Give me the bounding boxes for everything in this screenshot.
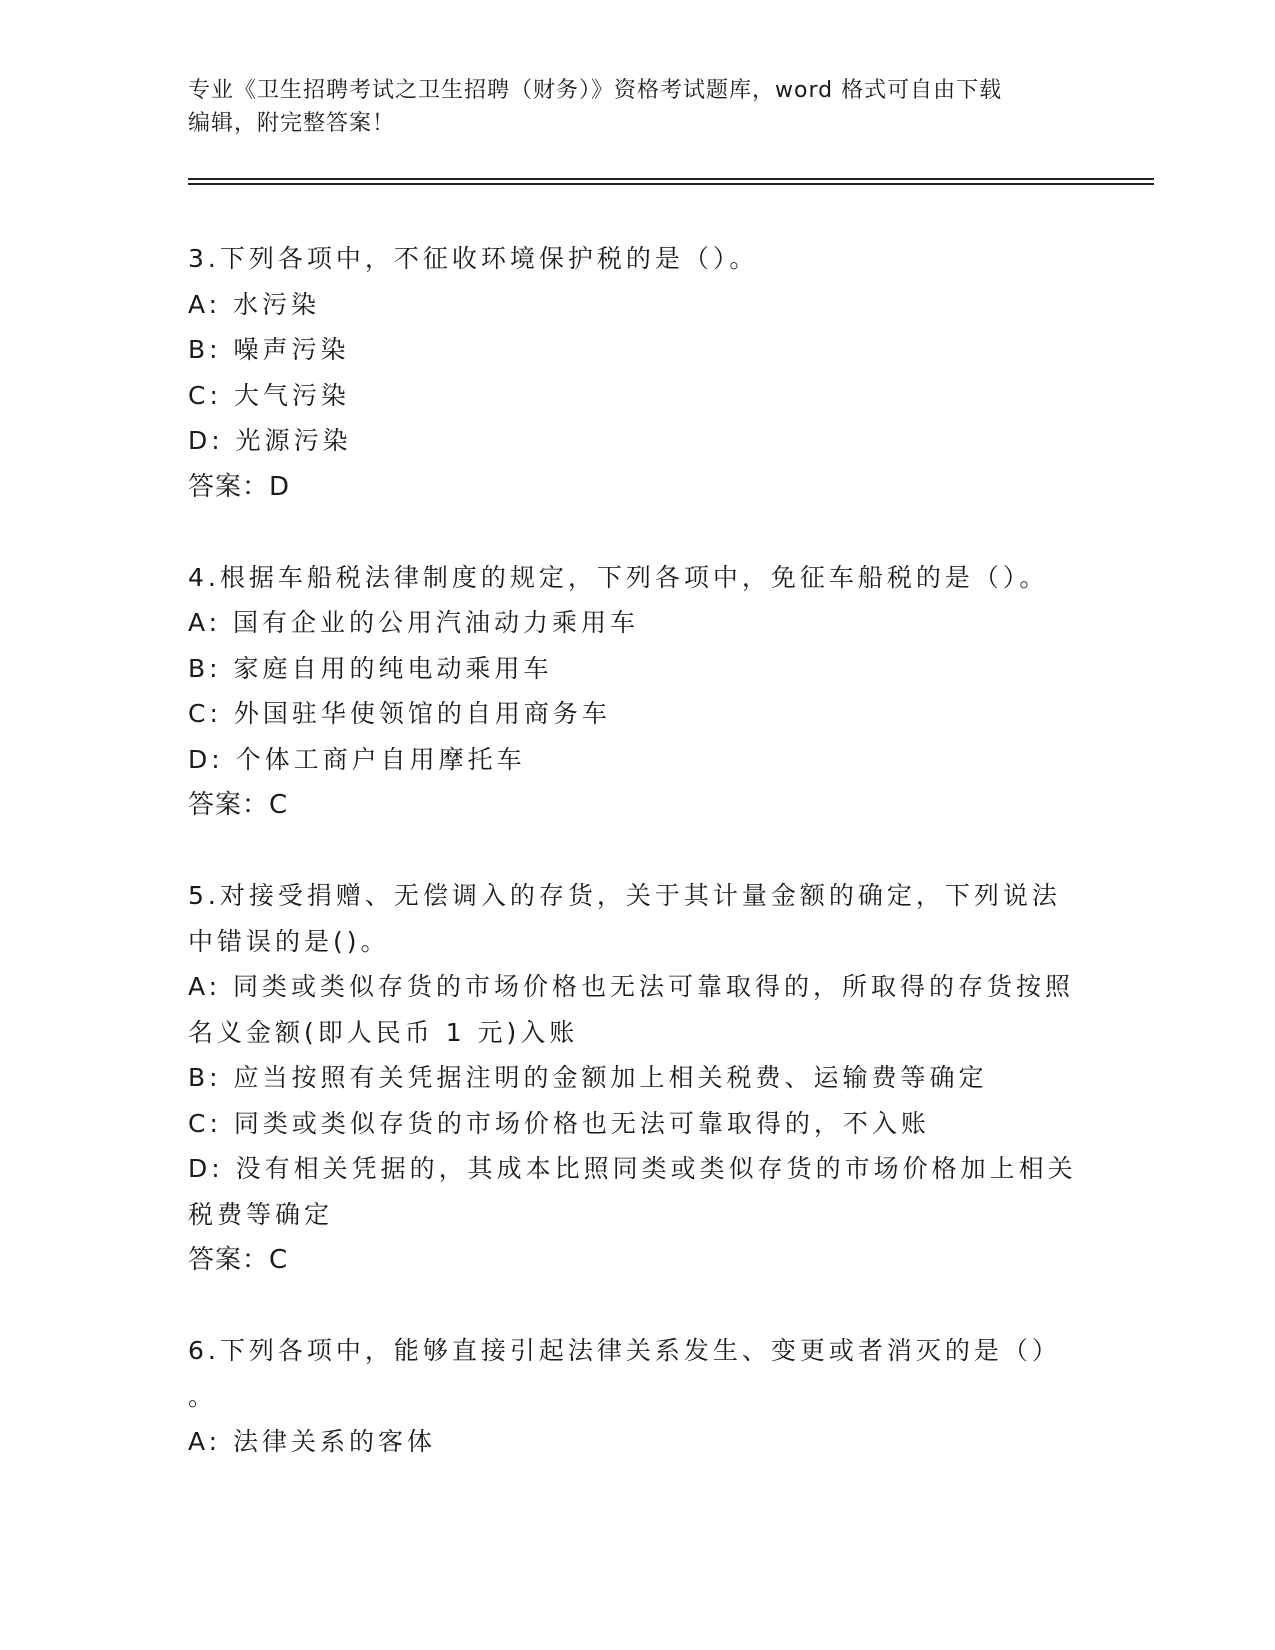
option-a: A: 国有企业的公用汽油动力乘用车 bbox=[188, 608, 640, 637]
option-a-line-2: 名义金额(即人民币 1 元)入账 bbox=[188, 1017, 579, 1047]
question-5 bbox=[188, 873, 1088, 1283]
document-header bbox=[188, 74, 1068, 140]
option-d-line-2: 税费等确定 bbox=[188, 1199, 334, 1229]
header-line-2: 编辑，附完整答案！ bbox=[188, 111, 396, 136]
option-d: D: 个体工商户自用摩托车 bbox=[188, 744, 526, 774]
question-6 bbox=[188, 1328, 1088, 1465]
header-line-1: 专业《卫生招聘考试之卫生招聘（财务）》资格考试题库，word 格式可自由下载 bbox=[188, 78, 1003, 103]
option-d: D: 光源污染 bbox=[188, 426, 352, 455]
option-b: B: 家庭自用的纯电动乘用车 bbox=[188, 653, 553, 683]
question-stem: 4.根据车船税法律制度的规定，下列各项中，免征车船税的是（）。 bbox=[188, 562, 1049, 592]
answer-label: 答案：D bbox=[188, 471, 291, 502]
answer-label: 答案：C bbox=[188, 1245, 289, 1275]
question-stem-line-2: 中错误的是()。 bbox=[188, 926, 390, 956]
question-3 bbox=[188, 236, 1088, 510]
option-b: B: 应当按照有关凭据注明的金额加上相关税费、运输费等确定 bbox=[188, 1063, 988, 1092]
header-divider-bottom bbox=[188, 183, 1154, 185]
option-a: A: 法律关系的客体 bbox=[188, 1427, 437, 1456]
option-a: A: 水污染 bbox=[188, 289, 321, 319]
option-c: C: 外国驻华使领馆的自用商务车 bbox=[188, 699, 611, 728]
question-stem: 3.下列各项中，不征收环境保护税的是（）。 bbox=[188, 244, 759, 273]
header-divider-top bbox=[188, 178, 1154, 180]
question-list bbox=[188, 236, 1088, 1510]
option-c: C: 同类或类似存货的市场价格也无法可靠取得的，不入账 bbox=[188, 1108, 930, 1138]
option-a-line-1: A: 同类或类似存货的市场价格也无法可靠取得的，所取得的存货按照 bbox=[188, 972, 1075, 1001]
question-stem-line-2: 。 bbox=[188, 1381, 218, 1411]
option-c: C: 大气污染 bbox=[188, 380, 350, 410]
option-d-line-1: D: 没有相关凭据的，其成本比照同类或类似存货的市场价格加上相关 bbox=[188, 1154, 1077, 1183]
answer-label: 答案：C bbox=[188, 790, 289, 820]
question-stem-line-1: 6.下列各项中，能够直接引起法律关系发生、变更或者消灭的是（） bbox=[188, 1336, 1061, 1365]
option-b: B: 噪声污染 bbox=[188, 335, 350, 364]
question-4 bbox=[188, 555, 1088, 829]
question-stem-line-1: 5.对接受捐赠、无偿调入的存货，关于其计量金额的确定，下列说法 bbox=[188, 881, 1061, 910]
